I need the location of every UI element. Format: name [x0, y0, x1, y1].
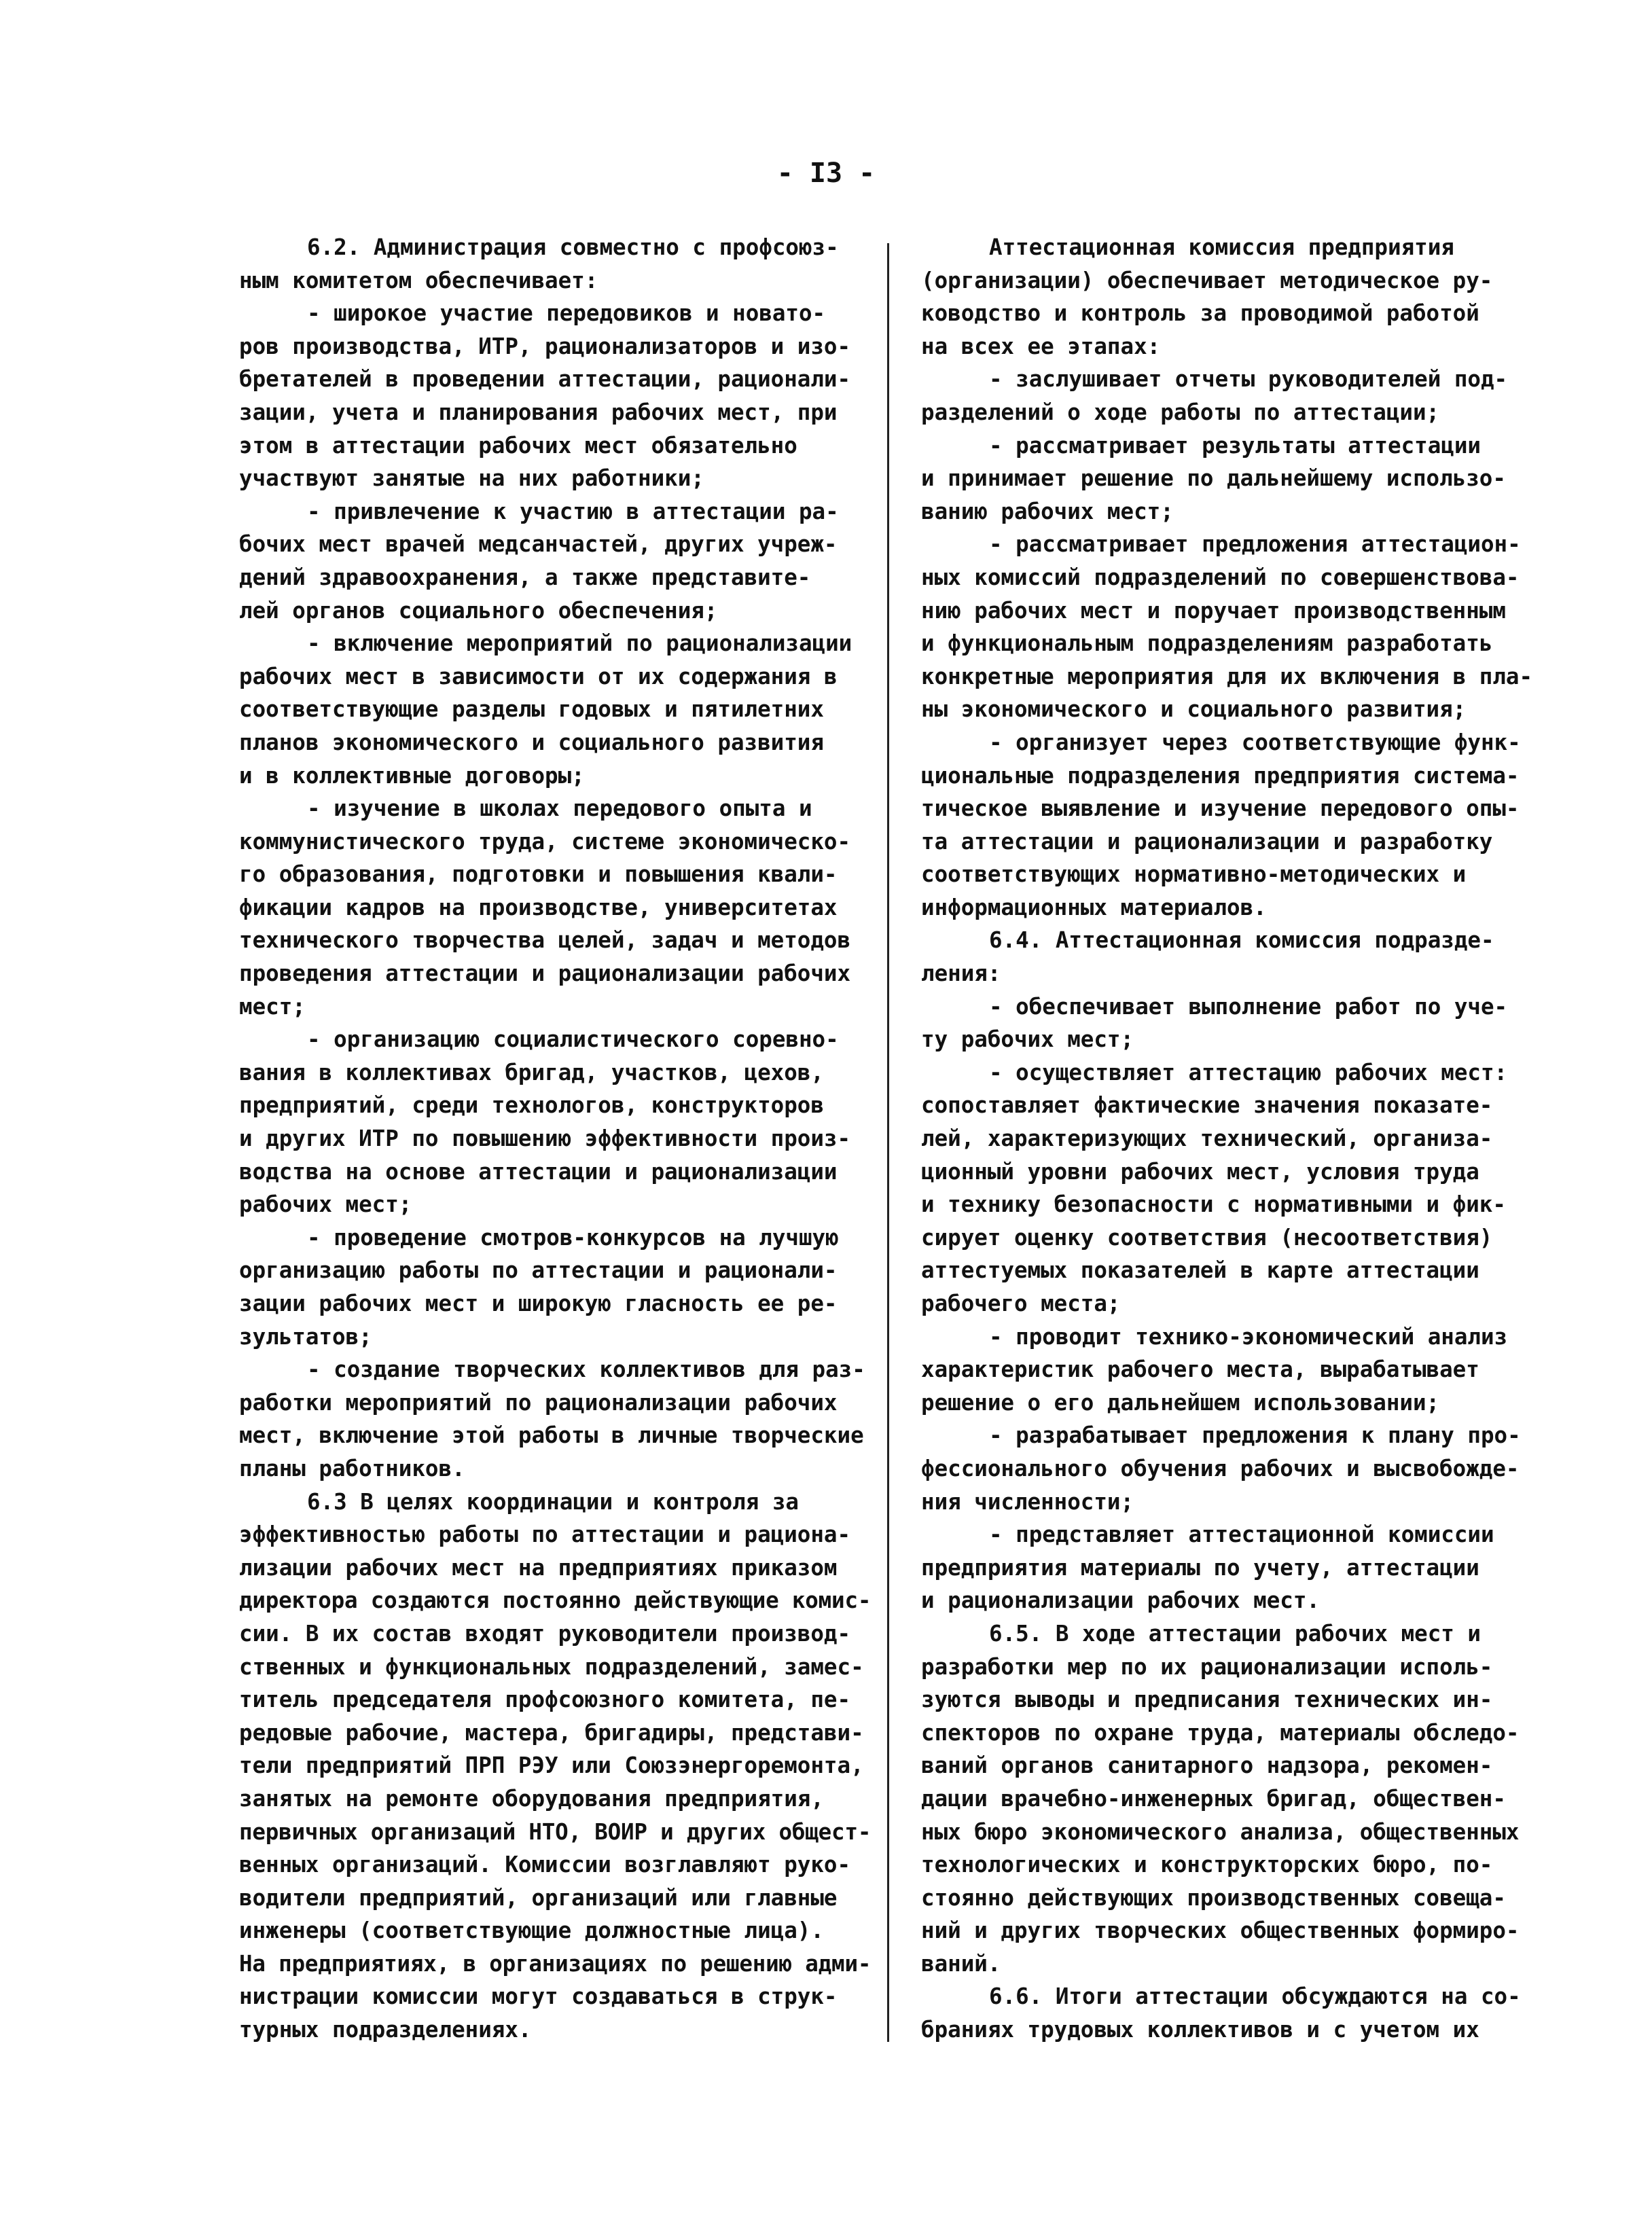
text-line: решение о его дальнейшем использовании;: [921, 1389, 1440, 1416]
text-line: - создание творческих коллективов для раз-: [307, 1356, 865, 1383]
text-line: ководство и контроль за проводимой работой: [921, 300, 1479, 327]
text-line: водители предприятий, организаций или главные: [239, 1884, 838, 1911]
text-line: 6.5. В ходе аттестации рабочих мест и: [989, 1620, 1481, 1647]
text-line: нистрации комиссии могут создаваться в струк-: [239, 1983, 838, 2010]
text-line: информационных материалов.: [921, 894, 1267, 920]
text-line: работки мероприятий по рационализации рабочих: [239, 1389, 838, 1416]
text-line: - разрабатывает предложения к плану про-: [989, 1422, 1521, 1449]
text-line: браниях трудовых коллективов и с учетом их: [921, 2017, 1479, 2043]
text-line: фессионального обучения рабочих и высвобожде-: [921, 1455, 1520, 1481]
text-line: ту рабочих мест;: [921, 1026, 1134, 1053]
text-line: 6.2. Администрация совместно с профсоюз-: [307, 234, 839, 260]
text-line: коммунистического труда, системе экономическо-: [239, 828, 851, 855]
text-line: разделений о ходе работы по аттестации;: [921, 399, 1440, 425]
text-line: фикации кадров на производстве, университетах: [239, 894, 838, 920]
text-line: ственных и функциональных подразделений, замес-: [239, 1653, 864, 1680]
text-line: - организацию социалистического соревно-: [307, 1026, 839, 1053]
text-line: проведения аттестации и рационализации рабочих: [239, 960, 851, 987]
text-line: планов экономического и социального развития: [239, 729, 824, 755]
text-line: ным комитетом обеспечивает:: [239, 267, 598, 293]
text-line: ных комиссий подразделений по совершенствова-: [921, 564, 1520, 590]
text-line: 6.6. Итоги аттестации обсуждаются на со-: [989, 1983, 1521, 2010]
text-line: первичных организаций НТО, ВОИР и других общест-: [239, 1818, 872, 1845]
text-line: дации врачебно-инженерных бригад, обществен-: [921, 1785, 1506, 1812]
text-line: ваний органов санитарного надзора, рекомен-: [921, 1753, 1493, 1779]
text-line: рабочего места;: [921, 1291, 1121, 1316]
text-line: - включение мероприятий по рационализации: [307, 630, 852, 657]
text-line: ваний.: [921, 1950, 1001, 1977]
text-line: ления:: [921, 960, 1001, 987]
text-line: - представляет аттестационной комиссии: [989, 1522, 1494, 1548]
column-divider: [887, 243, 889, 2042]
text-line: зуются выводы и предписания технических ин-: [921, 1687, 1493, 1713]
text-line: 6.3 В целях координации и контроля за: [307, 1488, 799, 1515]
text-line: лей, характеризующих технический, организа-: [921, 1126, 1493, 1152]
text-line: - осуществляет аттестацию рабочих мест:: [989, 1059, 1508, 1085]
text-line: занятых на ремонте оборудования предприятия,: [239, 1785, 824, 1812]
text-line: - широкое участие передовиков и новато-: [307, 300, 826, 327]
text-line: инженеры (соответствующие должностные лица).: [239, 1918, 824, 1944]
text-line: эффективностью работы по аттестации и рациона-: [239, 1522, 851, 1548]
text-line: зультатов;: [239, 1323, 372, 1350]
text-line: технологических и конструкторских бюро, по-: [921, 1852, 1493, 1878]
text-line: этом в аттестации рабочих мест обязательно: [239, 432, 797, 459]
text-line: - проводит технико-экономический анализ: [989, 1323, 1508, 1350]
text-line: планы работников.: [239, 1455, 465, 1481]
text-line: бочих мест врачей медсанчастей, других учреж-: [239, 531, 838, 558]
text-line: венных организаций. Комиссии возглавляют руко-: [239, 1852, 851, 1878]
text-line: - проведение смотров-конкурсов на лучшую: [307, 1224, 839, 1251]
text-line: мест;: [239, 993, 306, 1020]
text-line: - организует через соответствующие функ-: [989, 729, 1521, 755]
text-line: зации, учета и планирования рабочих мест, при: [239, 399, 838, 425]
text-line: нию рабочих мест и поручает производственным: [921, 597, 1506, 624]
text-line: технического творчества целей, задач и методов: [239, 927, 851, 954]
text-line: спекторов по охране труда, материалы обследо-: [921, 1719, 1520, 1746]
text-line: и рационализации рабочих мест.: [921, 1587, 1320, 1614]
text-line: - привлечение к участию в аттестации ра-: [307, 498, 839, 524]
text-line: - заслушивает отчеты руководителей под-: [989, 366, 1508, 393]
text-line: и других ИТР по повышению эффективности произ-: [239, 1126, 851, 1152]
text-line: титель председателя профсоюзного комитета, пе-: [239, 1687, 851, 1713]
text-line: дений здравоохранения, а также представите-: [239, 564, 811, 590]
text-line: - изучение в школах передового опыта и: [307, 795, 812, 822]
text-line: лей органов социального обеспечения;: [239, 597, 718, 624]
text-line: ны экономического и социального развития;: [921, 696, 1467, 723]
text-line: водства на основе аттестации и рационализации: [239, 1158, 838, 1185]
text-line: (организации) обеспечивает методическое ру-: [921, 267, 1493, 293]
text-line: ционный уровни рабочих мест, условия труда: [921, 1158, 1479, 1185]
text-line: циональные подразделения предприятия система-: [921, 762, 1520, 789]
text-line: та аттестации и рационализации и разработку: [921, 828, 1493, 855]
text-line: тели предприятий ПРП РЭУ или Союзэнергоремонта,: [239, 1753, 864, 1779]
text-line: - рассматривает результаты аттестации: [989, 432, 1481, 459]
text-line: Аттестационная комиссия предприятия: [989, 234, 1454, 260]
text-line: участвуют занятые на них работники;: [239, 465, 704, 492]
text-line: директора создаются постоянно действующие комис-: [239, 1587, 872, 1614]
text-line: - рассматривает предложения аттестацион-: [989, 531, 1521, 558]
text-line: зации рабочих мест и широкую гласность ее ре-: [239, 1291, 838, 1316]
text-line: конкретные мероприятия для их включения в пла-: [921, 663, 1533, 689]
text-line: лизации рабочих мест на предприятиях приказом: [239, 1554, 838, 1581]
text-line: турных подразделениях.: [239, 2017, 532, 2043]
text-line: соответствующие разделы годовых и пятилетних: [239, 696, 824, 723]
text-line: ров производства, ИТР, рационализаторов и изо-: [239, 333, 851, 359]
text-line: ванию рабочих мест;: [921, 498, 1174, 524]
text-line: мест, включение этой работы в личные творческие: [239, 1422, 864, 1449]
text-line: сопоставляет фактические значения показате-: [921, 1092, 1493, 1119]
text-line: рабочих мест;: [239, 1191, 412, 1218]
text-line: бретателей в проведении аттестации, рационали-: [239, 366, 851, 393]
text-line: и принимает решение по дальнейшему использо-: [921, 465, 1506, 492]
text-line: 6.4. Аттестационная комиссия подразде-: [989, 927, 1494, 954]
text-line: ния численности;: [921, 1488, 1134, 1515]
text-line: ний и других творческих общественных формиро-: [921, 1918, 1520, 1944]
text-line: разработки мер по их рационализации исполь-: [921, 1653, 1493, 1680]
text-line: ных бюро экономического анализа, общественных: [921, 1818, 1520, 1845]
text-line: и технику безопасности с нормативными и фик-: [921, 1191, 1506, 1218]
text-line: стоянно действующих производственных совеща-: [921, 1884, 1506, 1911]
left-column: [239, 231, 871, 2047]
text-line: го образования, подготовки и повышения квали-: [239, 861, 838, 888]
text-line: сии. В их состав входят руководители производ-: [239, 1620, 851, 1647]
text-line: предприятия материалы по учету, аттестации: [921, 1554, 1479, 1581]
text-line: сирует оценку соответствия (несоответствия): [921, 1224, 1493, 1251]
text-line: редовые рабочие, мастера, бригадиры, представи-: [239, 1719, 864, 1746]
text-line: соответствующих нормативно-методических и: [921, 861, 1467, 888]
text-line: предприятий, среди технологов, конструкторов: [239, 1092, 824, 1119]
text-line: на всех ее этапах:: [921, 333, 1161, 359]
page-number: - I3 -: [776, 158, 876, 189]
text-line: тическое выявление и изучение передового опы-: [921, 795, 1520, 822]
text-line: характеристик рабочего места, вырабатывает: [921, 1356, 1479, 1383]
text-line: На предприятиях, в организациях по решению адми-: [239, 1950, 872, 1977]
text-line: вания в коллективах бригад, участков, цехов,: [239, 1059, 824, 1085]
text-line: - обеспечивает выполнение работ по уче-: [989, 993, 1508, 1020]
text-line: организацию работы по аттестации и рационали-: [239, 1257, 838, 1284]
text-line: и в коллективные договоры;: [239, 762, 585, 789]
text-line: и функциональным подразделениям разработать: [921, 630, 1493, 657]
text-line: рабочих мест в зависимости от их содержания в: [239, 663, 838, 689]
right-column: [921, 231, 1553, 2047]
text-line: аттестуемых показателей в карте аттестации: [921, 1257, 1479, 1284]
